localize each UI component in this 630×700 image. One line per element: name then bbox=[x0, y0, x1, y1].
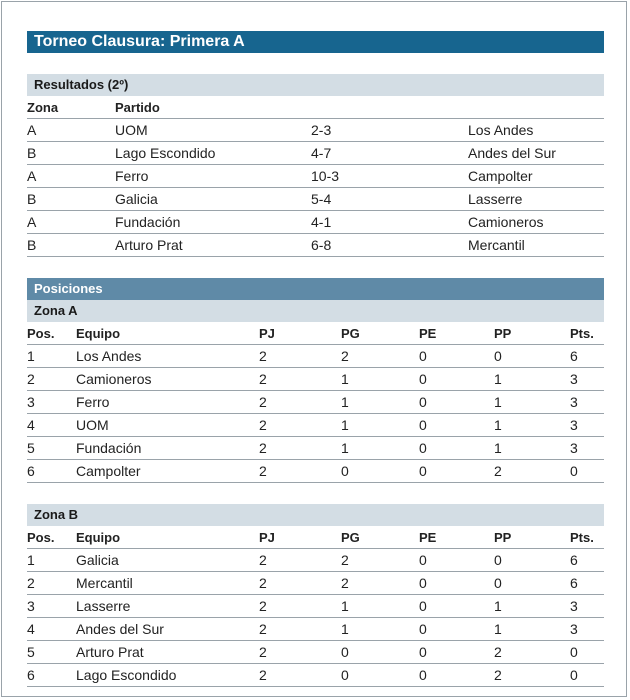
team-cell: UOM bbox=[76, 414, 259, 437]
standings-row bbox=[27, 368, 604, 391]
pg-cell: 2 bbox=[341, 572, 419, 595]
standings-header-row bbox=[27, 322, 604, 345]
match-header: Partido bbox=[115, 99, 160, 115]
pj-cell: 2 bbox=[259, 641, 341, 664]
pe-cell: 0 bbox=[419, 414, 494, 437]
pts-header: Pts. bbox=[570, 325, 594, 341]
result-away-team: Los Andes bbox=[468, 119, 604, 142]
pts-cell: 6 bbox=[570, 345, 604, 368]
pg-cell: 1 bbox=[341, 414, 419, 437]
standings-row bbox=[27, 391, 604, 414]
team-cell: Mercantil bbox=[76, 572, 259, 595]
pg-cell: 1 bbox=[341, 437, 419, 460]
pe-cell: 0 bbox=[419, 595, 494, 618]
pj-header: PJ bbox=[259, 529, 275, 545]
pos-header: Pos. bbox=[27, 325, 55, 341]
result-score: 10-3 bbox=[311, 165, 468, 188]
pos-cell: 1 bbox=[27, 549, 76, 572]
pe-cell: 0 bbox=[419, 391, 494, 414]
pj-cell: 2 bbox=[259, 618, 341, 641]
result-zone: B bbox=[27, 142, 115, 165]
page-title: Torneo Clausura: Primera A bbox=[27, 31, 604, 53]
result-row bbox=[27, 165, 604, 188]
result-home-team: Fundación bbox=[115, 211, 311, 234]
pg-cell: 2 bbox=[341, 549, 419, 572]
pe-cell: 0 bbox=[419, 460, 494, 483]
standings-row bbox=[27, 595, 604, 618]
team-cell: Arturo Prat bbox=[76, 641, 259, 664]
team-cell: Fundación bbox=[76, 437, 259, 460]
pj-cell: 2 bbox=[259, 549, 341, 572]
pts-cell: 3 bbox=[570, 595, 604, 618]
pos-cell: 6 bbox=[27, 664, 76, 687]
results-table bbox=[27, 96, 604, 257]
result-home-team: UOM bbox=[115, 119, 311, 142]
results-heading: Resultados (2º) bbox=[27, 74, 604, 96]
pg-header: PG bbox=[341, 325, 360, 341]
pp-cell: 0 bbox=[494, 549, 570, 572]
result-away-team: Lasserre bbox=[468, 188, 604, 211]
pj-header: PJ bbox=[259, 325, 275, 341]
results-header-row bbox=[27, 96, 604, 119]
pe-cell: 0 bbox=[419, 345, 494, 368]
standings-row bbox=[27, 618, 604, 641]
pts-cell: 0 bbox=[570, 664, 604, 687]
zone-header: Zona bbox=[27, 99, 59, 115]
result-score: 4-7 bbox=[311, 142, 468, 165]
pos-cell: 5 bbox=[27, 437, 76, 460]
result-row bbox=[27, 234, 604, 257]
team-cell: Los Andes bbox=[76, 345, 259, 368]
result-score: 6-8 bbox=[311, 234, 468, 257]
pts-cell: 3 bbox=[570, 437, 604, 460]
result-away-team: Andes del Sur bbox=[468, 142, 604, 165]
pos-cell: 4 bbox=[27, 618, 76, 641]
pp-cell: 2 bbox=[494, 460, 570, 483]
result-zone: B bbox=[27, 188, 115, 211]
pp-cell: 1 bbox=[494, 595, 570, 618]
pg-cell: 1 bbox=[341, 595, 419, 618]
result-home-team: Lago Escondido bbox=[115, 142, 311, 165]
pj-cell: 2 bbox=[259, 460, 341, 483]
pts-cell: 3 bbox=[570, 618, 604, 641]
pg-cell: 2 bbox=[341, 345, 419, 368]
pg-cell: 0 bbox=[341, 664, 419, 687]
result-away-team: Mercantil bbox=[468, 234, 604, 257]
pp-cell: 1 bbox=[494, 618, 570, 641]
pg-cell: 1 bbox=[341, 618, 419, 641]
result-row bbox=[27, 119, 604, 142]
pos-cell: 1 bbox=[27, 345, 76, 368]
pp-header: PP bbox=[494, 529, 512, 545]
pj-cell: 2 bbox=[259, 437, 341, 460]
pg-cell: 1 bbox=[341, 368, 419, 391]
standings-row bbox=[27, 345, 604, 368]
result-zone: A bbox=[27, 119, 115, 142]
team-cell: Lago Escondido bbox=[76, 664, 259, 687]
pos-cell: 2 bbox=[27, 368, 76, 391]
pp-header: PP bbox=[494, 325, 512, 341]
pp-cell: 2 bbox=[494, 664, 570, 687]
pp-cell: 1 bbox=[494, 414, 570, 437]
pg-cell: 1 bbox=[341, 391, 419, 414]
pts-cell: 0 bbox=[570, 460, 604, 483]
team-cell: Campolter bbox=[76, 460, 259, 483]
team-cell: Galicia bbox=[76, 549, 259, 572]
pos-cell: 6 bbox=[27, 460, 76, 483]
result-row bbox=[27, 211, 604, 234]
pp-cell: 2 bbox=[494, 641, 570, 664]
standings-row bbox=[27, 549, 604, 572]
pj-cell: 2 bbox=[259, 572, 341, 595]
pe-header: PE bbox=[419, 325, 437, 341]
result-score: 2-3 bbox=[311, 119, 468, 142]
pj-cell: 2 bbox=[259, 595, 341, 618]
pos-header: Pos. bbox=[27, 529, 55, 545]
pts-header: Pts. bbox=[570, 529, 594, 545]
pj-cell: 2 bbox=[259, 391, 341, 414]
standings-row bbox=[27, 460, 604, 483]
team-cell: Andes del Sur bbox=[76, 618, 259, 641]
pe-cell: 0 bbox=[419, 437, 494, 460]
pe-cell: 0 bbox=[419, 368, 494, 391]
standings-row bbox=[27, 641, 604, 664]
result-away-team: Camioneros bbox=[468, 211, 604, 234]
standings-row bbox=[27, 664, 604, 687]
standings-row bbox=[27, 437, 604, 460]
pts-cell: 0 bbox=[570, 641, 604, 664]
pp-cell: 1 bbox=[494, 391, 570, 414]
result-zone: B bbox=[27, 234, 115, 257]
result-score: 4-1 bbox=[311, 211, 468, 234]
pg-header: PG bbox=[341, 529, 360, 545]
standings-header-row bbox=[27, 526, 604, 549]
pj-cell: 2 bbox=[259, 664, 341, 687]
pj-cell: 2 bbox=[259, 345, 341, 368]
pe-cell: 0 bbox=[419, 618, 494, 641]
standings-table bbox=[27, 526, 604, 687]
pe-header: PE bbox=[419, 529, 437, 545]
team-header: Equipo bbox=[76, 325, 121, 341]
pts-cell: 3 bbox=[570, 414, 604, 437]
pp-cell: 1 bbox=[494, 437, 570, 460]
standings-row bbox=[27, 414, 604, 437]
result-zone: A bbox=[27, 211, 115, 234]
tournament-table bbox=[27, 31, 604, 687]
result-away-team: Campolter bbox=[468, 165, 604, 188]
pts-cell: 6 bbox=[570, 549, 604, 572]
pe-cell: 0 bbox=[419, 664, 494, 687]
pts-cell: 3 bbox=[570, 368, 604, 391]
standings-row bbox=[27, 572, 604, 595]
pp-cell: 0 bbox=[494, 572, 570, 595]
result-home-team: Arturo Prat bbox=[115, 234, 311, 257]
zone-heading: Zona B bbox=[27, 504, 604, 526]
pe-cell: 0 bbox=[419, 641, 494, 664]
pg-cell: 0 bbox=[341, 641, 419, 664]
pp-cell: 0 bbox=[494, 345, 570, 368]
pj-cell: 2 bbox=[259, 368, 341, 391]
team-cell: Lasserre bbox=[76, 595, 259, 618]
pg-cell: 0 bbox=[341, 460, 419, 483]
pos-cell: 3 bbox=[27, 595, 76, 618]
pos-cell: 2 bbox=[27, 572, 76, 595]
pts-cell: 6 bbox=[570, 572, 604, 595]
result-zone: A bbox=[27, 165, 115, 188]
pos-cell: 3 bbox=[27, 391, 76, 414]
pos-cell: 5 bbox=[27, 641, 76, 664]
pj-cell: 2 bbox=[259, 414, 341, 437]
result-row bbox=[27, 188, 604, 211]
result-score: 5-4 bbox=[311, 188, 468, 211]
standings-table bbox=[27, 322, 604, 483]
result-home-team: Galicia bbox=[115, 188, 311, 211]
result-row bbox=[27, 142, 604, 165]
zone-heading: Zona A bbox=[27, 300, 604, 322]
pp-cell: 1 bbox=[494, 368, 570, 391]
pe-cell: 0 bbox=[419, 572, 494, 595]
pos-cell: 4 bbox=[27, 414, 76, 437]
result-home-team: Ferro bbox=[115, 165, 311, 188]
team-header: Equipo bbox=[76, 529, 121, 545]
team-cell: Ferro bbox=[76, 391, 259, 414]
standings-heading: Posiciones bbox=[27, 278, 604, 300]
team-cell: Camioneros bbox=[76, 368, 259, 391]
pts-cell: 3 bbox=[570, 391, 604, 414]
pe-cell: 0 bbox=[419, 549, 494, 572]
